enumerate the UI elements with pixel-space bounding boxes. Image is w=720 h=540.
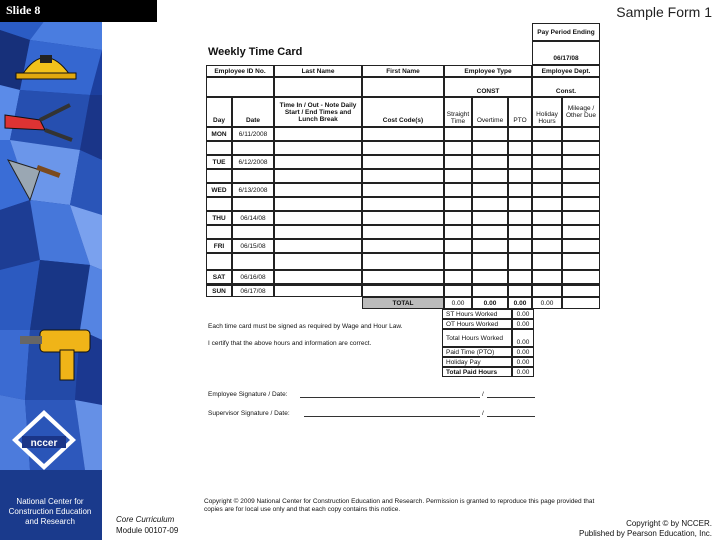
employee-id-header: Employee ID No. <box>206 65 274 77</box>
employee-signature-line[interactable] <box>300 397 480 398</box>
total-straight: 0.00 <box>444 297 472 309</box>
slide-label: Slide 8 <box>6 3 41 17</box>
total-label: TOTAL <box>362 297 444 309</box>
form-title: Weekly Time Card <box>208 46 303 58</box>
date-cell[interactable]: 6/11/2008 <box>232 127 274 141</box>
time-in-out-cell-lower[interactable] <box>274 169 362 183</box>
date-cell-lower <box>232 169 274 183</box>
time-in-out-cell-lower[interactable] <box>274 197 362 211</box>
straight-time-cell[interactable] <box>444 211 472 225</box>
overtime-cell[interactable] <box>472 270 508 284</box>
cost-code-cell-lower[interactable] <box>362 169 444 183</box>
cost-code-cell[interactable] <box>362 270 444 284</box>
total-holiday: 0.00 <box>532 297 562 309</box>
total-overtime: 0.00 <box>472 297 508 309</box>
holiday-hours-cell[interactable] <box>532 127 562 141</box>
mileage-cell[interactable] <box>562 155 600 169</box>
summary-value: 0.00 <box>512 347 534 357</box>
total-mileage <box>562 297 600 309</box>
overtime-cell-lower[interactable] <box>472 169 508 183</box>
slide-title: Sample Form 1 <box>616 4 712 20</box>
copyright-publisher: Published by Pearson Education, Inc. <box>579 529 712 538</box>
time-in-out-cell[interactable] <box>274 270 362 284</box>
date-cell[interactable]: 6/12/2008 <box>232 155 274 169</box>
mileage-cell[interactable] <box>562 239 600 253</box>
summary-value: 0.00 <box>512 309 534 319</box>
summary-value: 0.00 <box>512 367 534 377</box>
time-in-out-cell[interactable] <box>274 127 362 141</box>
mileage-cell-lower[interactable] <box>562 169 600 183</box>
holiday-hours-cell[interactable] <box>532 285 562 297</box>
holiday-hours-cell[interactable] <box>532 239 562 253</box>
summary-label: Paid Time (PTO) <box>442 347 512 357</box>
day-cell-lower <box>206 253 232 270</box>
overtime-cell[interactable] <box>472 285 508 297</box>
pto-cell-lower[interactable] <box>508 169 532 183</box>
holiday-hours-cell[interactable] <box>532 270 562 284</box>
straight-time-cell-lower[interactable] <box>444 253 472 270</box>
mileage-header: Mileage / Other Due <box>562 97 600 127</box>
pto-header: PTO <box>508 97 532 127</box>
straight-time-cell[interactable] <box>444 270 472 284</box>
form-copyright-notice: Copyright © 2009 National Center for Construction Education and Research. Permission is granted to reproduce this page provided that copies are for local use only and that each copy contains this notice. <box>204 498 595 513</box>
day-cell-lower <box>206 141 232 155</box>
cost-code-cell[interactable] <box>362 211 444 225</box>
pto-cell[interactable] <box>508 183 532 197</box>
summary-label: Total Hours Worked <box>442 329 512 347</box>
mileage-cell[interactable] <box>562 211 600 225</box>
day-cell-lower <box>206 225 232 239</box>
employee-type-header: Employee Type <box>444 65 532 77</box>
straight-time-cell[interactable] <box>444 285 472 297</box>
straight-time-cell[interactable] <box>444 155 472 169</box>
pay-period-label: Pay Period Ending <box>532 23 600 41</box>
date-cell-lower <box>232 253 274 270</box>
copyright-owner: Copyright © by NCCER. <box>626 519 712 528</box>
last-name-input[interactable] <box>274 77 362 97</box>
total-pto: 0.00 <box>508 297 532 309</box>
date-cell[interactable]: 06/15/08 <box>232 239 274 253</box>
date-cell-lower <box>232 141 274 155</box>
employee-date-line[interactable] <box>487 397 535 398</box>
time-card-form <box>204 22 604 522</box>
org-name: National Center for Construction Education and Research <box>8 497 92 526</box>
summary-value: 0.00 <box>512 329 534 347</box>
holiday-hours-cell[interactable] <box>532 183 562 197</box>
logo-text: nccer <box>30 438 58 449</box>
overtime-cell-lower[interactable] <box>472 225 508 239</box>
overtime-cell[interactable] <box>472 127 508 141</box>
pto-cell[interactable] <box>508 211 532 225</box>
cost-code-cell[interactable] <box>362 239 444 253</box>
time-in-out-cell-lower[interactable] <box>274 225 362 239</box>
mileage-cell-lower[interactable] <box>562 253 600 270</box>
supervisor-signature-line[interactable] <box>304 416 480 417</box>
holiday-hours-cell[interactable] <box>532 211 562 225</box>
mileage-cell-lower[interactable] <box>562 197 600 211</box>
pay-period-value[interactable]: 06/17/08 <box>532 41 600 65</box>
day-cell-lower <box>206 197 232 211</box>
mileage-cell[interactable] <box>562 285 600 297</box>
overtime-header: Overtime <box>472 97 508 127</box>
time-in-out-cell[interactable] <box>274 155 362 169</box>
employee-type-value[interactable]: CONST <box>444 77 532 97</box>
cost-code-cell[interactable] <box>362 155 444 169</box>
holiday-hours-cell-lower[interactable] <box>532 253 562 270</box>
overtime-cell[interactable] <box>472 155 508 169</box>
day-cell: SAT <box>206 270 232 284</box>
date-cell[interactable]: 06/17/08 <box>232 285 274 297</box>
straight-time-cell[interactable] <box>444 127 472 141</box>
date-cell-lower <box>232 197 274 211</box>
mileage-cell[interactable] <box>562 127 600 141</box>
mileage-cell[interactable] <box>562 183 600 197</box>
holiday-hours-header: Holiday Hours <box>532 97 562 127</box>
cost-code-cell-lower[interactable] <box>362 253 444 270</box>
holiday-hours-cell-lower[interactable] <box>532 197 562 211</box>
employee-signature-label: Employee Signature / Date: <box>208 391 288 398</box>
slide-label-bar <box>0 0 157 22</box>
first-name-header: First Name <box>362 65 444 77</box>
supervisor-signature-label: Supervisor Signature / Date: <box>208 410 290 417</box>
cost-code-cell-lower[interactable] <box>362 141 444 155</box>
straight-time-cell[interactable] <box>444 183 472 197</box>
pto-cell[interactable] <box>508 239 532 253</box>
pto-cell[interactable] <box>508 155 532 169</box>
holiday-hours-cell-lower[interactable] <box>532 169 562 183</box>
day-cell: WED <box>206 183 232 197</box>
time-in-out-cell[interactable] <box>274 239 362 253</box>
time-in-out-cell[interactable] <box>274 211 362 225</box>
pto-cell[interactable] <box>508 127 532 141</box>
overtime-cell-lower[interactable] <box>472 141 508 155</box>
straight-time-header: Straight Time <box>444 97 472 127</box>
day-cell: THU <box>206 211 232 225</box>
date-cell[interactable]: 06/16/08 <box>232 270 274 284</box>
holiday-hours-cell-lower[interactable] <box>532 141 562 155</box>
day-cell: MON <box>206 127 232 141</box>
time-in-out-cell-lower[interactable] <box>274 253 362 270</box>
cost-code-cell-lower[interactable] <box>362 197 444 211</box>
overtime-cell[interactable] <box>472 211 508 225</box>
time-in-out-cell-lower[interactable] <box>274 141 362 155</box>
last-name-header: Last Name <box>274 65 362 77</box>
mosaic-sidebar <box>0 0 102 540</box>
employee-id-input[interactable] <box>206 77 274 97</box>
summary-value: 0.00 <box>512 357 534 367</box>
date-cell-lower <box>232 225 274 239</box>
module-number: Module 00107-09 <box>116 526 179 535</box>
employee-dept-header: Employee Dept. <box>532 65 600 77</box>
day-cell: TUE <box>206 155 232 169</box>
supervisor-date-separator: / <box>482 410 484 417</box>
pto-cell-lower[interactable] <box>508 225 532 239</box>
cost-code-header: Cost Code(s) <box>362 97 444 127</box>
time-in-out-header: Time In / Out - Note Daily Start / End Times and Lunch Break <box>274 97 362 127</box>
overtime-cell[interactable] <box>472 183 508 197</box>
employee-dept-value[interactable]: Const. <box>532 77 600 97</box>
mileage-cell-lower[interactable] <box>562 225 600 239</box>
pto-cell-lower[interactable] <box>508 253 532 270</box>
pto-cell[interactable] <box>508 270 532 284</box>
cost-code-cell-lower[interactable] <box>362 225 444 239</box>
day-header: Day <box>206 97 232 127</box>
employee-date-separator: / <box>482 391 484 398</box>
date-header: Date <box>232 97 274 127</box>
course-name: Core Curriculum <box>116 515 175 524</box>
summary-label: OT Hours Worked <box>442 319 512 329</box>
summary-value: 0.00 <box>512 319 534 329</box>
date-cell[interactable]: 6/13/2008 <box>232 183 274 197</box>
straight-time-cell[interactable] <box>444 239 472 253</box>
cost-code-cell[interactable] <box>362 183 444 197</box>
pto-cell-lower[interactable] <box>508 141 532 155</box>
cost-code-cell[interactable] <box>362 127 444 141</box>
straight-time-cell-lower[interactable] <box>444 225 472 239</box>
time-in-out-cell[interactable] <box>274 183 362 197</box>
overtime-cell-lower[interactable] <box>472 197 508 211</box>
day-cell: SUN <box>206 285 232 297</box>
sign-note: Each time card must be signed as required by Wage and Hour Law. <box>208 323 403 330</box>
mileage-cell-lower[interactable] <box>562 141 600 155</box>
holiday-hours-cell-lower[interactable] <box>532 225 562 239</box>
straight-time-cell-lower[interactable] <box>444 141 472 155</box>
day-cell: FRI <box>206 239 232 253</box>
time-in-out-cell[interactable] <box>274 285 362 297</box>
pto-cell[interactable] <box>508 285 532 297</box>
straight-time-cell-lower[interactable] <box>444 197 472 211</box>
day-cell-lower <box>206 169 232 183</box>
overtime-cell[interactable] <box>472 239 508 253</box>
summary-label: Total Paid Hours <box>442 367 512 377</box>
holiday-hours-cell[interactable] <box>532 155 562 169</box>
first-name-input[interactable] <box>362 77 444 97</box>
date-cell[interactable]: 06/14/08 <box>232 211 274 225</box>
mosaic-art <box>0 0 102 540</box>
straight-time-cell-lower[interactable] <box>444 169 472 183</box>
certify-note: I certify that the above hours and information are correct. <box>208 340 372 347</box>
summary-label: Holiday Pay <box>442 357 512 367</box>
pto-cell-lower[interactable] <box>508 197 532 211</box>
supervisor-date-line[interactable] <box>487 416 535 417</box>
summary-label: ST Hours Worked <box>442 309 512 319</box>
mileage-cell[interactable] <box>562 270 600 284</box>
cost-code-cell[interactable] <box>362 285 444 297</box>
overtime-cell-lower[interactable] <box>472 253 508 270</box>
